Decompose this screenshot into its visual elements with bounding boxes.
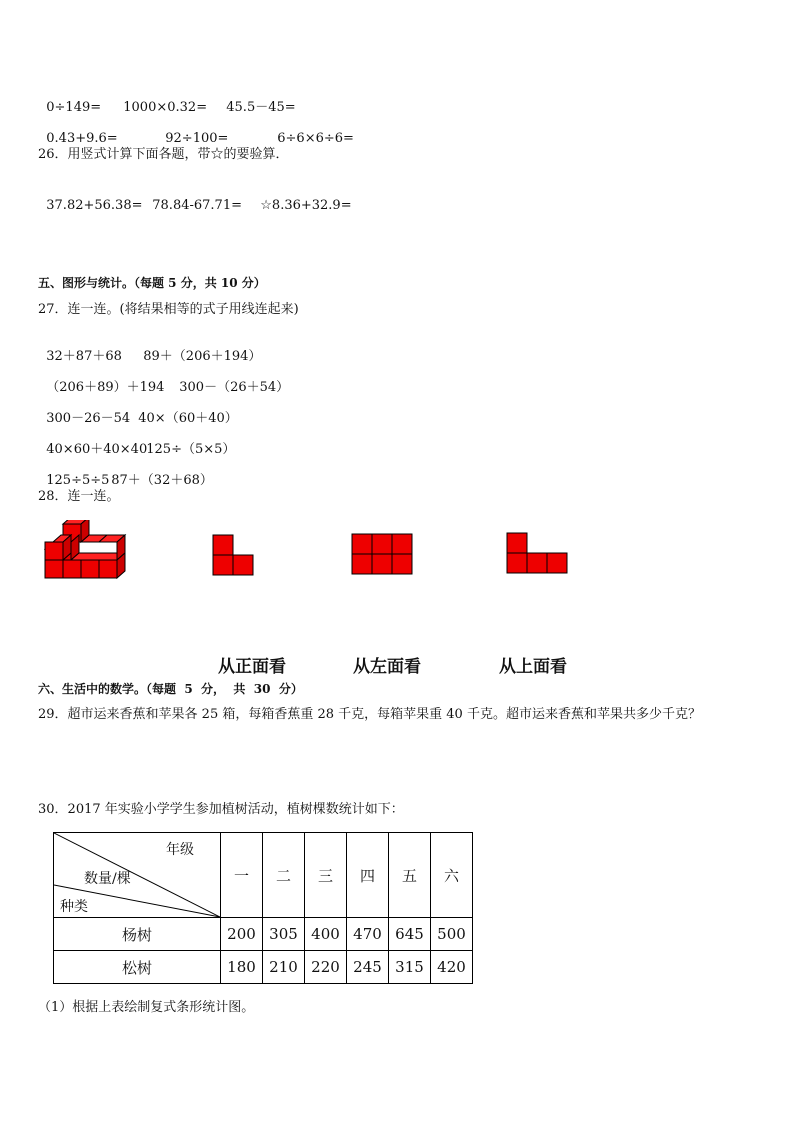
table-cell: 500: [431, 918, 473, 951]
table-cell: 315: [389, 951, 431, 984]
expr-left: 300－26－54: [46, 411, 131, 426]
calc-item: 45.5－45=: [226, 100, 296, 115]
view-shape-long-l: [506, 532, 568, 574]
calc-item: 0÷149=: [46, 100, 102, 115]
row-label: 松树: [54, 951, 221, 984]
cube-solid-figure: [44, 520, 134, 582]
expr-left: 40×60＋40×40: [46, 442, 148, 457]
section-5-title: 五、图形与统计。（每题 5 分，共 10 分）: [38, 276, 266, 290]
table-cell: 645: [389, 918, 431, 951]
expr-right: 87＋（32＋68）: [111, 473, 213, 488]
grade-header: 一: [221, 833, 263, 918]
expr-right: 125÷（5×5）: [146, 442, 236, 457]
grade-header: 五: [389, 833, 431, 918]
view-label-left: 从左面看: [353, 657, 421, 677]
question-30: 30．2017 年实验小学学生参加植树活动，植树棵数统计如下：: [38, 802, 404, 817]
question-27: 27．连一连。(将结果相等的式子用线连起来): [38, 302, 299, 317]
view-label-top: 从上面看: [499, 657, 567, 677]
header-quantity: 数量/棵: [84, 871, 131, 887]
calc-item: 1000×0.32=: [123, 100, 208, 115]
q27-row: [38, 426, 235, 458]
q27-row: [38, 364, 289, 396]
question-26: 26．用竖式计算下面各题，带☆的要验算．: [38, 147, 289, 162]
grade-header: 三: [305, 833, 347, 918]
expr-right: 300－（26＋54）: [179, 380, 290, 395]
question-28: 28．连一连。: [38, 489, 120, 504]
table-cell: 210: [263, 951, 305, 984]
header-grade: 年级: [166, 842, 194, 858]
view-shape-grid: [351, 533, 413, 575]
calc-item: 78.84-67.71=: [152, 198, 242, 213]
grade-header: 二: [263, 833, 305, 918]
expr-right: 40×（60＋40）: [138, 411, 238, 426]
calc-row-2: [38, 115, 354, 147]
calc-item: 6÷6×6÷6=: [277, 131, 354, 146]
table-cell: 220: [305, 951, 347, 984]
table-cell: 305: [263, 918, 305, 951]
expr-right: 89＋（206＋194）: [143, 349, 262, 364]
expr-left: 125÷5÷5: [46, 473, 110, 488]
calc-item: 0.43+9.6=: [46, 131, 118, 146]
expr-left: （206＋89）＋194: [46, 380, 165, 395]
table-cell: 245: [347, 951, 389, 984]
calc-item: 37.82+56.38=: [46, 198, 143, 213]
calc-row-1: [38, 84, 296, 116]
header-type: 种类: [60, 899, 88, 915]
expr-left: 32＋87＋68: [46, 349, 122, 364]
question-30-sub-1: （1）根据上表绘制复式条形统计图。: [38, 1000, 255, 1015]
calc-item: ☆8.36+32.9=: [260, 198, 352, 213]
table-cell: 400: [305, 918, 347, 951]
q27-row: [38, 333, 261, 365]
row-label: 杨树: [54, 918, 221, 951]
question-29: 29．超市运来香蕉和苹果各 25 箱，每箱香蕉重 28 千克，每箱苹果重 40 千克。超市运来香蕉和苹果共多少千克？: [38, 707, 701, 722]
question-26-items: [38, 182, 352, 214]
section-6-title: 六、生活中的数学。（每题 5 分， 共 30 分）: [38, 682, 303, 696]
diagonal-header-cell: [54, 833, 221, 918]
view-shape-l: [212, 534, 254, 576]
grade-header: 四: [347, 833, 389, 918]
q27-row: [38, 457, 213, 489]
table-row: [54, 918, 473, 951]
grade-header: 六: [431, 833, 473, 918]
view-label-front: 从正面看: [218, 657, 286, 677]
q27-row: [38, 395, 238, 427]
tree-planting-table: [53, 832, 473, 984]
table-cell: 470: [347, 918, 389, 951]
table-cell: 420: [431, 951, 473, 984]
table-cell: 180: [221, 951, 263, 984]
table-row: [54, 951, 473, 984]
table-cell: 200: [221, 918, 263, 951]
calc-item: 92÷100=: [165, 131, 229, 146]
